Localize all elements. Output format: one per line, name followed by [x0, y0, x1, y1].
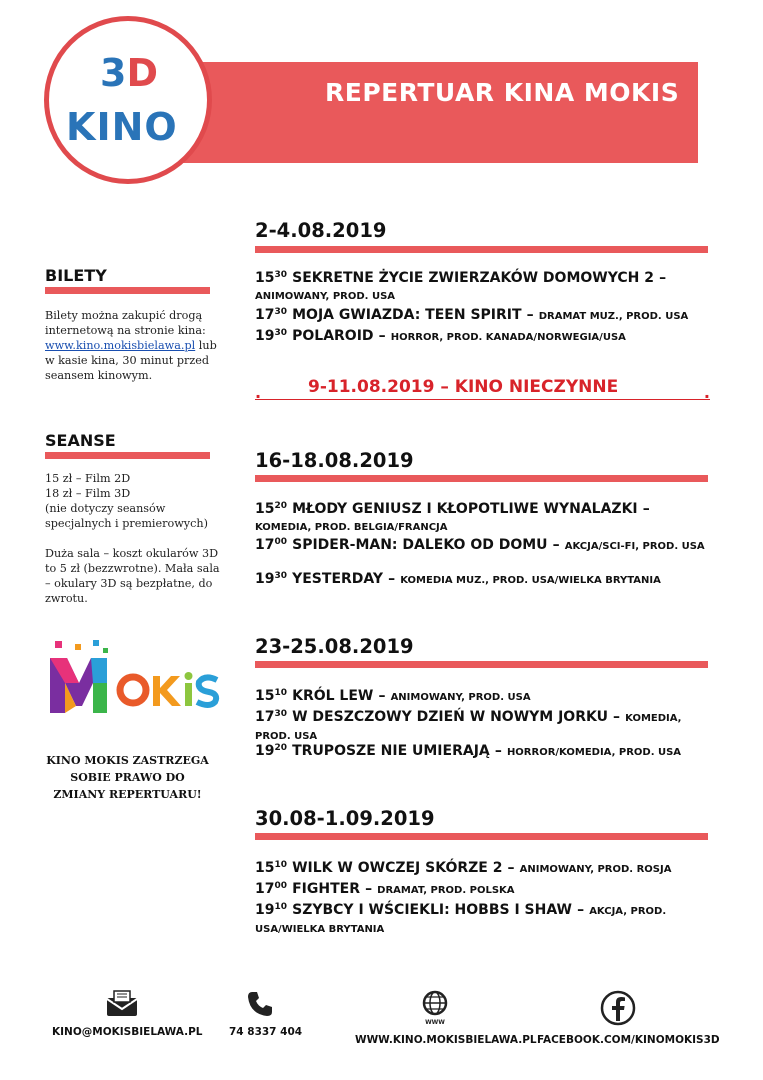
film-meta: ANIMOWANY, PROD. USA [255, 291, 396, 302]
facebook-icon [600, 990, 636, 1026]
bilety-heading: BILETY [45, 266, 107, 285]
closed-dot-left: . [255, 383, 262, 402]
film-time: $15^{30}$ [255, 270, 288, 286]
film-time: $19^{30}$ [255, 571, 288, 587]
facebook-label: FACEBOOK.COM/KINOMOKIS3D [537, 1034, 720, 1046]
bilety-divider [45, 287, 210, 294]
seanse-divider [45, 452, 210, 459]
film-time: $19^{20}$ [255, 743, 288, 759]
film-time: $15^{10}$ [255, 860, 288, 876]
email-label: KINO@MOKISBIELAWA.PL [52, 1026, 203, 1038]
film-entry: $17^{00}$ SPIDER-MAN: DALEKO OD DOMU – AKCJA/SCI-FI, PROD. USA [255, 537, 705, 553]
film-entry: $19^{20}$ TRUPOSZE NIE UMIERAJĄ – HORROR/KOMEDIA, PROD. USA [255, 743, 682, 759]
film-meta: KOMEDIA, PROD. BELGIA/FRANCJA [255, 522, 448, 533]
kino-website-link[interactable]: www.kino.mokisbielawa.pl [45, 339, 196, 352]
film-entry: $17^{30}$ W DESZCZOWY DZIEŃ W NOWYM JORKU – KOMEDIA, PROD. USA [255, 709, 682, 742]
seanse-glasses: Duża sala – koszt okularów 3D to 5 zł (bezzwrotne). Mała sala – okulary 3D są bezpłatne, do zwrotu. [45, 547, 220, 605]
globe-icon-text: WWW [425, 1019, 445, 1026]
film-title: MOJA GWIAZDA: TEEN SPIRIT [292, 307, 522, 323]
film-entry: $15^{10}$ KRÓL LEW – ANIMOWANY, PROD. USA [255, 688, 531, 704]
film-entry: $19^{30}$ POLAROID – HORROR, PROD. KANADA/NORWEGIA/USA [255, 328, 626, 344]
film-entry: $15^{10}$ WILK W OWCZEJ SKÓRZE 2 – ANIMOWANY, PROD. ROSJA [255, 860, 672, 876]
film-time: $17^{30}$ [255, 307, 288, 323]
section-divider [255, 833, 708, 840]
logo-3d-text [100, 51, 158, 95]
film-title: KRÓL LEW [292, 688, 374, 704]
film-time: $15^{10}$ [255, 688, 288, 704]
page-title: REPERTUAR KINA MOKIS [325, 78, 680, 107]
film-time: $17^{30}$ [255, 709, 288, 725]
film-meta: ANIMOWANY, PROD. USA [390, 692, 531, 703]
film-time: $17^{00}$ [255, 537, 288, 553]
globe-icon [420, 990, 450, 1026]
film-title: TRUPOSZE NIE UMIERAJĄ [292, 743, 490, 759]
contact-facebook[interactable] [537, 990, 720, 1046]
envelope-icon [105, 990, 139, 1018]
film-entry: $17^{00}$ FIGHTER – DRAMAT, PROD. POLSKA [255, 881, 515, 897]
contact-email[interactable] [52, 990, 203, 1038]
film-meta: HORROR, PROD. KANADA/NORWEGIA/USA [390, 332, 626, 343]
closed-notice-text: 9-11.08.2019 – KINO NIECZYNNE [308, 377, 619, 397]
seanse-heading: SEANSE [45, 431, 116, 450]
bilety-text-after: lub w kasie kina, 30 minut przed seansem kinowym. [45, 339, 217, 382]
film-title: SPIDER-MAN: DALEKO OD DOMU [292, 537, 548, 553]
section-date: 2-4.08.2019 [255, 219, 387, 242]
film-entry: $15^{20}$ MŁODY GENIUSZ I KŁOPOTLIWE WYNALAZKI – KOMEDIA, PROD. BELGIA/FRANCJA [255, 501, 650, 533]
film-meta: KOMEDIA MUZ., PROD. USA/WIELKA BRYTANIA [400, 575, 661, 586]
seanse-prices: 15 zł – Film 2D 18 zł – Film 3D (nie dotyczy seansów specjalnych i premierowych) [45, 472, 208, 530]
repertoire-notice: KINO MOKIS ZASTRZEGA SOBIE PRAWO DO ZMIANY REPERTUARU! [46, 754, 209, 801]
section-divider [255, 475, 708, 482]
film-entry: $19^{10}$ SZYBCY I WŚCIEKLI: HOBBS I SHAW – AKCJA, PROD. USA/WIELKA BRYTANIA [255, 902, 667, 935]
film-time: $19^{30}$ [255, 328, 288, 344]
contact-phone[interactable] [229, 990, 303, 1038]
film-title: W DESZCZOWY DZIEŃ W NOWYM JORKU [292, 709, 608, 725]
film-entry: $19^{30}$ YESTERDAY – KOMEDIA MUZ., PROD. USA/WIELKA BRYTANIA [255, 571, 661, 587]
film-time: $19^{10}$ [255, 902, 288, 918]
film-title: SEKRETNE ŻYCIE ZWIERZAKÓW DOMOWYCH 2 [292, 270, 654, 286]
contact-web[interactable] [355, 990, 537, 1046]
bilety-text-before: Bilety można zakupić drogą internetową na stronie kina: [45, 309, 206, 337]
section-date: 23-25.08.2019 [255, 635, 414, 658]
film-title: FIGHTER [292, 881, 360, 897]
film-entry: $15^{30}$ SEKRETNE ŻYCIE ZWIERZAKÓW DOMOWYCH 2 – ANIMOWANY, PROD. USA [255, 270, 667, 302]
film-time: $17^{00}$ [255, 881, 288, 897]
film-title: SZYBCY I WŚCIEKLI: HOBBS I SHAW [292, 902, 572, 918]
closed-notice [255, 378, 710, 400]
phone-label: 74 8337 404 [229, 1026, 303, 1038]
logo-3d-d: D [126, 51, 158, 95]
logo-3d: 3D [100, 51, 158, 95]
film-meta: AKCJA/SCI-FI, PROD. USA [564, 541, 705, 552]
film-meta: AKCJA, PROD. USA/WIELKA BRYTANIA [255, 906, 667, 935]
film-entry: $17^{30}$ MOJA GWIAZDA: TEEN SPIRIT – DRAMAT MUZ., PROD. USA [255, 307, 689, 323]
film-meta: DRAMAT MUZ., PROD. USA [538, 311, 689, 322]
phone-icon [246, 990, 274, 1018]
closed-dot-right: . [703, 383, 710, 402]
film-title: POLAROID [292, 328, 374, 344]
film-meta: DRAMAT, PROD. POLSKA [377, 885, 515, 896]
film-meta: ANIMOWANY, PROD. ROSJA [519, 864, 672, 875]
section-divider [255, 246, 708, 253]
film-time: $15^{20}$ [255, 501, 288, 517]
film-meta: KOMEDIA, PROD. USA [255, 713, 682, 742]
section-divider [255, 661, 708, 668]
section-date: 16-18.08.2019 [255, 449, 414, 472]
film-meta: HORROR/KOMEDIA, PROD. USA [506, 747, 682, 758]
mokis-logo [45, 638, 235, 718]
film-title: YESTERDAY [292, 571, 384, 587]
web-label: WWW.KINO.MOKISBIELAWA.PL [355, 1034, 537, 1046]
film-title: WILK W OWCZEJ SKÓRZE 2 [292, 860, 503, 876]
kino-3d-logo [44, 16, 212, 184]
bilety-text [45, 308, 220, 383]
logo-kino-text: KINO [66, 105, 178, 149]
section-date: 30.08-1.09.2019 [255, 807, 435, 830]
film-title: MŁODY GENIUSZ I KŁOPOTLIWE WYNALAZKI [292, 501, 638, 517]
